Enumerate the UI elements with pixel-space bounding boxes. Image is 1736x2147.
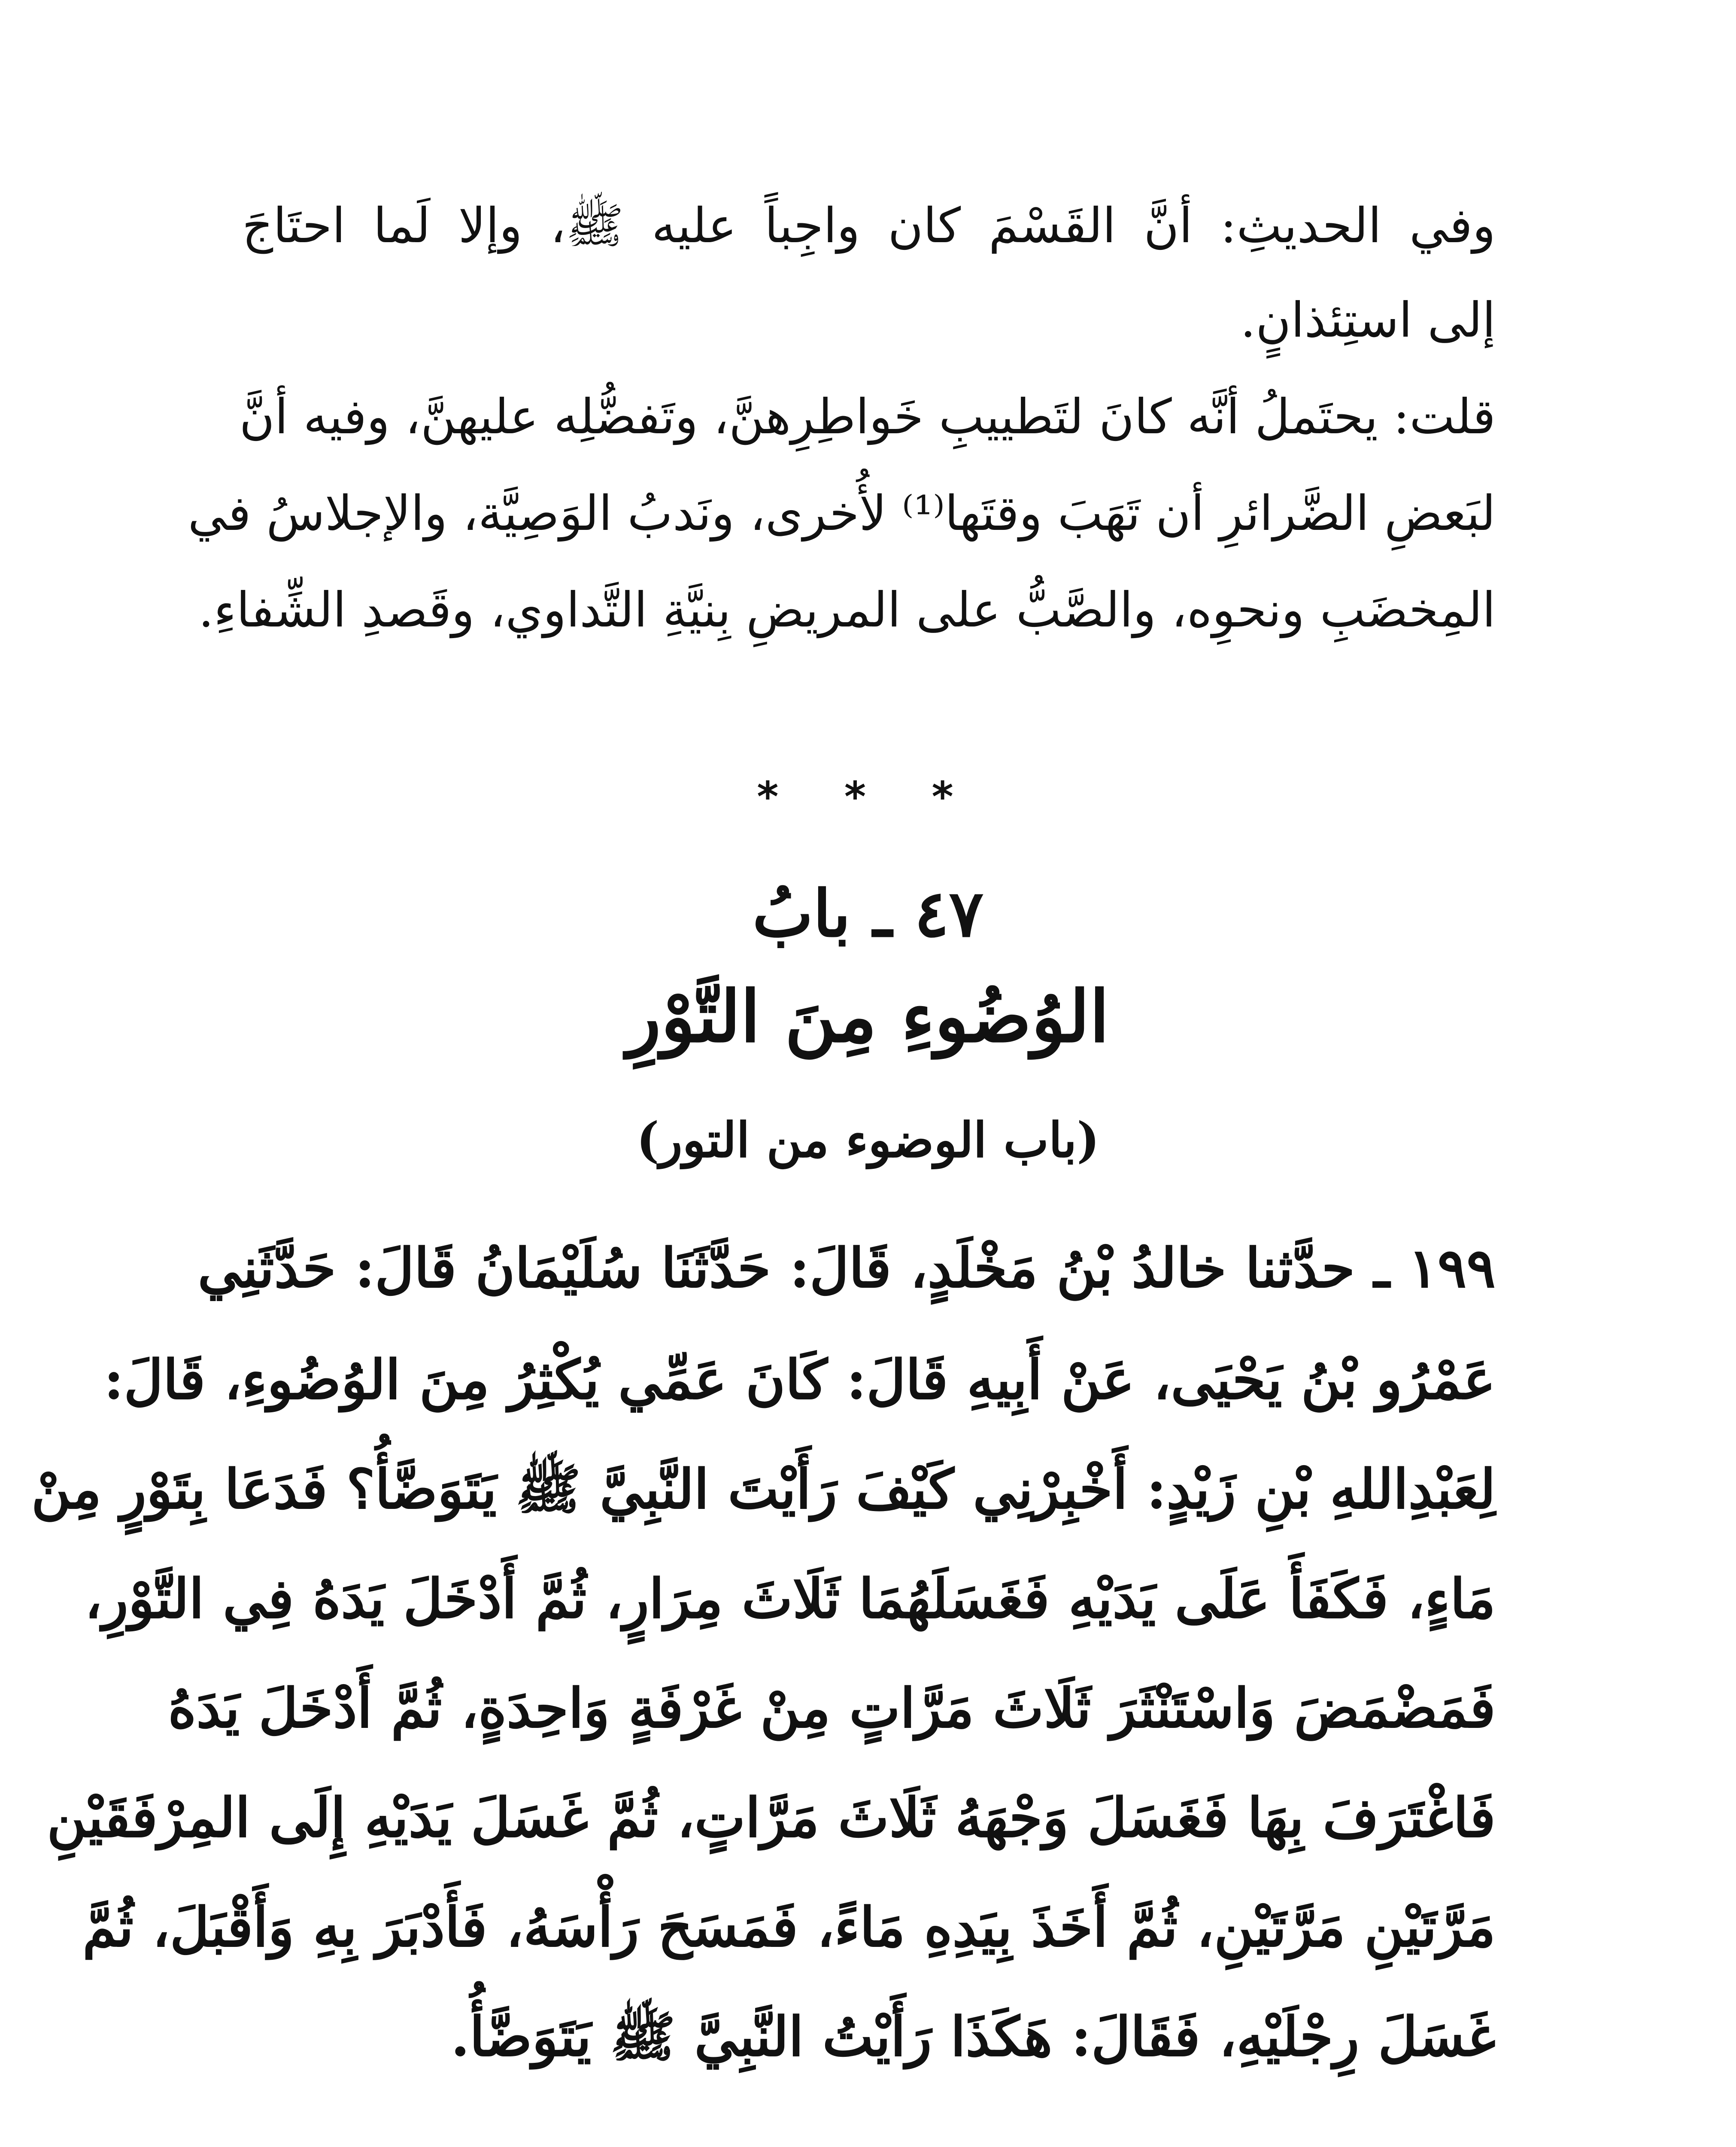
- hadith-line: مَرَّتَيْنِ مَرَّتَيْنِ، ثُمَّ أَخَذَ بِيَدِهِ مَاءً، فَمَسَحَ رَأْسَهُ، فَأَدْبَرَ بِهِ وَأَقْبَلَ، ثُمَّ: [82, 1895, 1496, 1959]
- commentary-line: لبَعضِ الضَّرائرِ أن تَهَبَ وقتَها⁽¹⁾ لأُخرى، ونَدبُ الوَصِيَّة، والإجلاسُ في: [188, 486, 1496, 541]
- chapter-subtitle: (باب الوضوء من التور): [636, 1112, 1100, 1168]
- hadith-line: غَسَلَ رِجْلَيْهِ، فَقَالَ: هَكَذَا رَأَيْتُ النَّبِيَّ ﷺ يَتَوَضَّأُ.: [451, 2005, 1496, 2068]
- chapter-number: ٤٧ ـ بابُ: [752, 876, 984, 952]
- hadith-line: مَاءٍ، فَكَفَأَ عَلَى يَدَيْهِ فَغَسَلَهُمَا ثَلَاثَ مِرَارٍ، ثُمَّ أَدْخَلَ يَدَهُ فِي التَّوْرِ،: [85, 1567, 1496, 1630]
- hadith-line: فَمَضْمَضَ وَاسْتَنْثَرَ ثَلَاثَ مَرَّاتٍ مِنْ غَرْفَةٍ وَاحِدَةٍ، ثُمَّ أَدْخَلَ يَدَهُ: [168, 1676, 1496, 1740]
- commentary-line: المِخضَبِ ونحوِه، والصَّبُّ على المريضِ بِنيَّةِ التَّداوي، وقَصدِ الشِّفاءِ.: [198, 582, 1496, 638]
- hadith-line: ١٩٩ ـ حدَّثنا خالدُ بْنُ مَخْلَدٍ، قَالَ: حَدَّثَنَا سُلَيْمَانُ قَالَ: حَدَّثَنِي: [197, 1236, 1496, 1300]
- hadith-line: فَاغْتَرَفَ بِهَا فَغَسَلَ وَجْهَهُ ثَلَاثَ مَرَّاتٍ، ثُمَّ غَسَلَ يَدَيْهِ إِلَى المِرْفَقَيْنِ: [47, 1786, 1496, 1849]
- chapter-title: الوُضُوءِ مِنَ التَّوْرِ: [627, 975, 1109, 1058]
- commentary-line: قلت: يحتَملُ أنَّه كانَ لتَطييبِ خَواطِرِهنَّ، وتَفضُّلِه عليهنَّ، وفيه أنَّ: [239, 389, 1496, 445]
- commentary-line: إلى استِئذانٍ.: [1240, 292, 1496, 348]
- hadith-line: لِعَبْدِاللهِ بْنِ زَيْدٍ: أَخْبِرْنِي كَيْفَ رَأَيْتَ النَّبِيَّ ﷺ يَتَوَضَّأُ؟ فَدَعَا بِتَوْرٍ مِنْ: [31, 1457, 1496, 1521]
- commentary-line: وفي الحديثِ: أنَّ القَسْمَ كان واجِباً عليه ﷺ، وإلا لَما احتَاجَ: [242, 198, 1496, 254]
- hadith-line: عَمْرُو بْنُ يَحْيَى، عَنْ أَبِيهِ قَالَ: كَانَ عَمِّي يُكْثِرُ مِنَ الوُضُوءِ، قَالَ:: [103, 1348, 1496, 1411]
- section-separator: * * *: [757, 773, 979, 821]
